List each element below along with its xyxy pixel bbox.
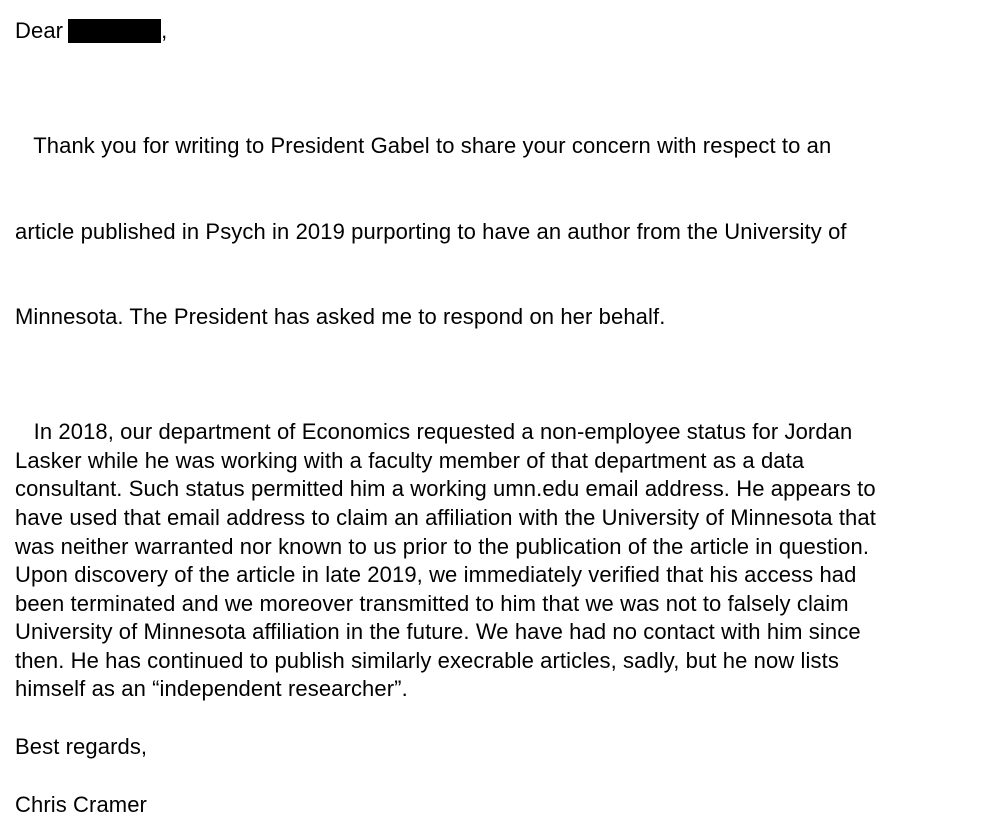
salutation-comma: ,	[161, 18, 168, 43]
paragraph-2-line: University of Minnesota affiliation in the future. We have had no contact with him since	[15, 619, 861, 645]
paragraph-2-line: consultant. Such status permitted him a working umn.edu email address. He appears to	[15, 476, 876, 502]
paragraph-2-line: have used that email address to claim an affiliation with the University of Minnesota that	[15, 504, 876, 530]
signature: Chris Cramer	[15, 791, 147, 817]
salutation	[15, 17, 990, 46]
paragraph-2-line: been terminated and we moreover transmitted to him that we was not to falsely claim	[15, 590, 849, 616]
paragraph-2-line: was neither warranted nor known to us prior to the publication of the article in question.	[15, 533, 870, 559]
paragraph-1-line: article published in Psych in 2019 purporting to have an author from the University of	[15, 218, 847, 244]
paragraph-1-line: Thank you for writing to President Gabel to share your concern with respect to an	[15, 132, 832, 158]
paragraph-2-line: Upon discovery of the article in late 2019, we immediately verified that his access had	[15, 562, 857, 588]
salutation-prefix: Dear	[15, 18, 64, 43]
closing: Best regards,	[15, 734, 148, 760]
paragraph-1-line: Minnesota. The President has asked me to respond on her behalf.	[15, 304, 666, 330]
email-letter	[15, 17, 990, 819]
paragraph-2	[15, 418, 990, 704]
paragraph-1	[15, 75, 990, 390]
paragraph-2-line: In 2018, our department of Economics requested a non-employee status for Jordan	[15, 419, 853, 445]
paragraph-2-line: Lasker while he was working with a faculty member of that department as a data	[15, 447, 805, 473]
paragraph-2-line: then. He has continued to publish similarly execrable articles, sadly, but he now lists	[15, 647, 839, 673]
redaction-box	[68, 19, 161, 43]
paragraph-2-line: himself as an “independent researcher”.	[15, 676, 408, 702]
